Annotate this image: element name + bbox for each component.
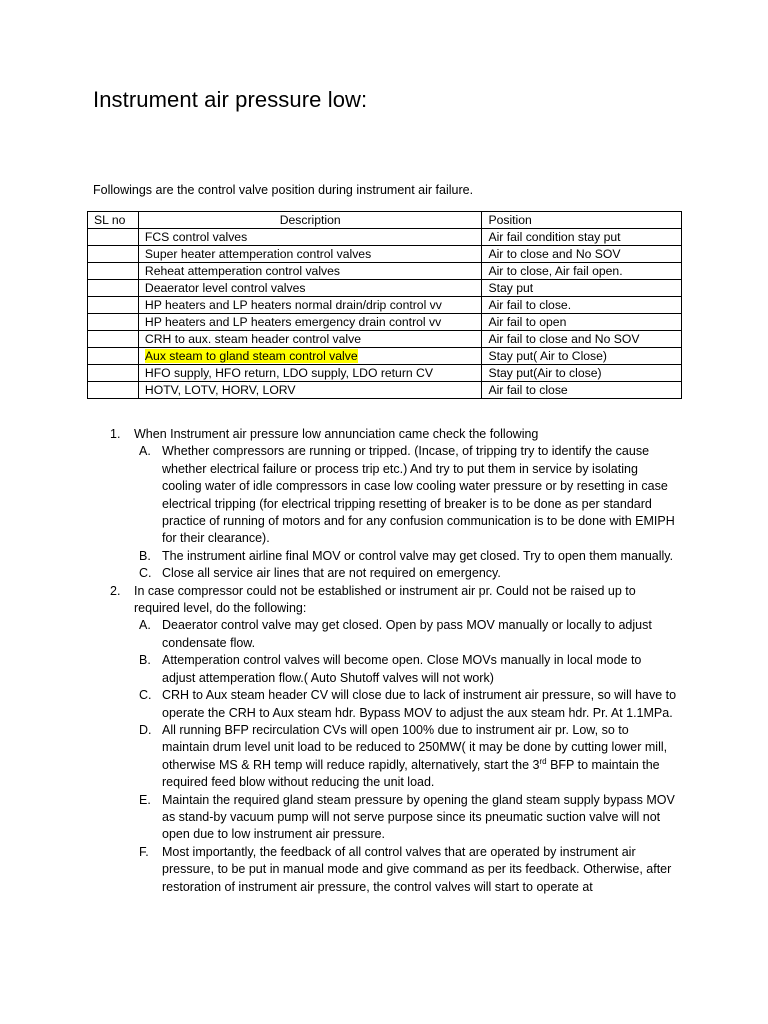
table-header-row [88,212,682,229]
header-position: Position [482,212,682,229]
sub-step-letter: C. [139,566,152,581]
sub-step-text: Maintain the required gland steam pressure by opening the gland steam supply bypass MOV as stand-by vacuum pump will not serve purpose since its pneumatic suction valve will not open due to low instrument air pressure. [162,792,675,842]
sub-step [108,548,678,565]
step-1 [108,426,678,443]
cell-sl-no [88,246,139,263]
cell-sl-no [88,382,139,399]
cell-description: CRH to aux. steam header control valve [138,331,482,348]
sub-step-letter: A. [139,444,151,459]
sub-step [108,565,678,582]
sub-step [108,722,678,792]
cell-position: Air fail to open [482,314,682,331]
step-text: When Instrument air pressure low annunciation came check the following [134,427,539,441]
cell-description: Deaerator level control valves [138,280,482,297]
highlighted-text: Aux steam to gland steam control valve [144,348,358,363]
sub-step [108,687,678,722]
cell-position: Air fail to close. [482,297,682,314]
sub-step-text: Whether compressors are running or tripped. (Incase, of tripping try to identify the cause whether electrical failure or process trip etc.) And try to put them in service by isolating cooling water of idle compressors in case low cooling water pressure or by resetting in case electrical tripping (for electrical tripping resetting of breaker is to be done as per standard practice of running of motors and for any confusion communication is to be done with EMIPH for their clearance). [162,444,675,546]
cell-description: HP heaters and LP heaters normal drain/drip control vv [138,297,482,314]
table-row [88,348,682,365]
cell-sl-no [88,229,139,246]
cell-sl-no [88,348,139,365]
step-number: 2. [110,583,121,598]
cell-description: HOTV, LOTV, HORV, LORV [138,382,482,399]
table-row [88,365,682,382]
cell-position: Air fail to close and No SOV [482,331,682,348]
cell-description: Super heater attemperation control valves [138,246,482,263]
step-text: In case compressor could not be established or instrument air pr. Could not be raised up to required level, do the following: [134,583,636,616]
table-row [88,314,682,331]
cell-description: HFO supply, HFO return, LDO supply, LDO return CV [138,365,482,382]
sub-step-letter: B. [139,653,151,668]
cell-position: Air to close, Air fail open. [482,263,682,280]
cell-position: Air to close and No SOV [482,246,682,263]
sub-step-text: Close all service air lines that are not required on emergency. [162,566,501,581]
procedure-list [108,426,678,896]
cell-position: Stay put(Air to close) [482,365,682,382]
cell-position: Air fail to close [482,382,682,399]
cell-position: Stay put [482,280,682,297]
sub-step [108,792,678,844]
cell-sl-no [88,263,139,280]
header-description: Description [138,212,482,229]
cell-description: FCS control valves [138,229,482,246]
step-number: 1. [110,427,121,441]
document-title: Instrument air pressure low: [93,87,368,112]
sub-step-letter: D. [139,722,152,737]
table-row [88,263,682,280]
cell-sl-no [88,314,139,331]
sub-step-text-part: All running BFP recirculation CVs will open 100% due to instrument air pr. Low, so to maintain drum level unit load to be reduced to 250MW( it may be done by cutting lower mill, otherwise MS & RH temp will reduce rapidly, alternatively, start the 3 [162,722,668,772]
sub-step-text: Attemperation control valves will become open. Close MOVs manually in local mode to adjust attemperation flow.( Auto Shutoff valves will not work) [162,653,642,685]
table-row [88,382,682,399]
header-sl-no: SL no [88,212,139,229]
sub-step-text-part: BFP to maintain the required feed blow without reducing the unit load. [162,757,660,790]
sub-step [108,652,678,687]
cell-position: Air fail condition stay put [482,229,682,246]
sub-step-letter: E. [139,792,151,807]
sub-step [108,443,678,547]
sub-step-letter: C. [139,688,152,703]
sub-step-text: Most importantly, the feedback of all control valves that are operated by instrument air pressure, to be put in manual mode and give command as per its feedback. Otherwise, after restoration of instrument air pressure, the control valves will start to operate at [162,844,672,894]
sub-step [108,844,678,896]
intro-sentence: Followings are the control valve position during instrument air failure. [93,183,474,197]
table-row [88,331,682,348]
ordinal-superscript: rd [539,756,547,766]
table-row [88,246,682,263]
table-row [88,280,682,297]
cell-sl-no [88,280,139,297]
cell-description: Reheat attemperation control valves [138,263,482,280]
cell-description: HP heaters and LP heaters emergency drain control vv [138,314,482,331]
cell-sl-no [88,297,139,314]
sub-step-text: CRH to Aux steam header CV will close due to lack of instrument air pressure, so will have to operate the CRH to Aux steam hdr. Bypass MOV to adjust the aux steam hdr. Pr. At 1.1MPa. [162,688,677,720]
valve-position-table [87,211,682,399]
table-row [88,229,682,246]
sub-step-letter: B. [139,548,151,563]
table-row [88,297,682,314]
cell-sl-no [88,331,139,348]
sub-step-text [162,723,667,789]
step-2 [108,583,678,618]
sub-step-letter: F. [139,844,149,859]
sub-step [108,617,678,652]
cell-position: Stay put( Air to Close) [482,348,682,365]
sub-step-text: Deaerator control valve may get closed. Open by pass MOV manually or locally to adjust condensate flow. [162,618,652,650]
cell-sl-no [88,365,139,382]
cell-description-highlighted [138,348,482,365]
sub-step-text: The instrument airline final MOV or control valve may get closed. Try to open them manually. [162,548,674,563]
sub-step-letter: A. [139,618,151,633]
